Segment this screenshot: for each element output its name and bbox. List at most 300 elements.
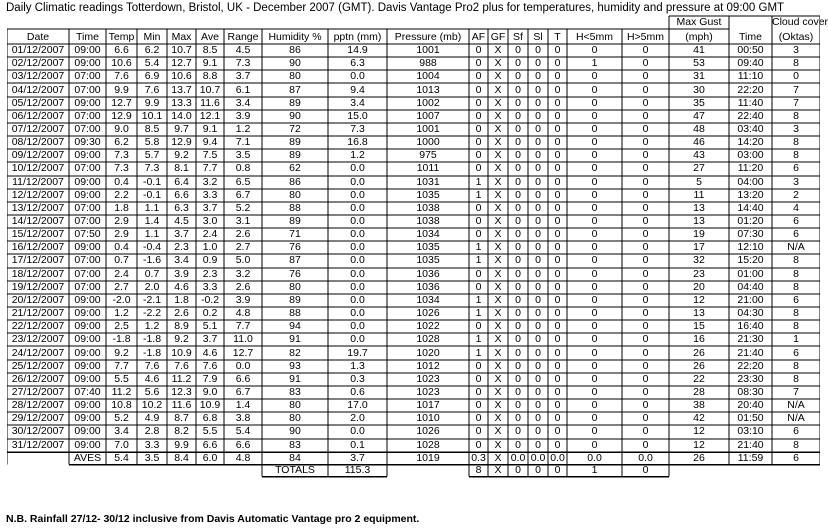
table-cell: 0.0 (350, 241, 365, 254)
table-cell: 14.0 (171, 109, 192, 122)
table-cell: 1028 (416, 438, 440, 451)
table-cell: 0 (591, 333, 598, 346)
table-cell: -2.2 (142, 307, 162, 320)
totals-cell: 8 (475, 464, 482, 477)
table-cell: 12.7 (232, 346, 254, 359)
table-cell: 89 (289, 136, 301, 149)
table-cell: 0 (515, 359, 521, 372)
table-cell: 83 (289, 438, 301, 451)
table-cell: 17 (693, 241, 705, 254)
table-cell: 12.9 (111, 109, 132, 122)
table-cell: 01:00 (737, 267, 764, 280)
table-cell: 10.9 (171, 346, 192, 359)
table-cell: 0 (591, 215, 598, 228)
table-cell: 12.3 (171, 385, 192, 398)
table-cell: 0 (535, 122, 541, 135)
table-cell: 0 (515, 201, 521, 214)
table-cell: 21/12/2007 (11, 307, 65, 320)
table-cell: 1.0 (202, 241, 218, 254)
table-cell: 6.8 (202, 412, 218, 425)
aves-cell: 84 (289, 451, 301, 464)
table-cell: 0 (642, 109, 649, 122)
table-cell: 01/12/2007 (11, 44, 65, 57)
table-cell: 0 (642, 201, 649, 214)
table-cell: 22:40 (737, 109, 764, 122)
table-cell: 0 (642, 333, 649, 346)
table-cell: 0 (535, 372, 541, 385)
table-cell: 4.6 (174, 280, 189, 293)
table-cell: 2 (793, 188, 799, 201)
table-cell: 11.2 (111, 385, 132, 398)
table-cell: 16.8 (347, 136, 368, 149)
table-cell: 0 (554, 149, 561, 162)
table-cell: 26/12/2007 (11, 372, 65, 385)
table-cell: -1.6 (142, 254, 162, 267)
table-cell: 0 (591, 254, 598, 267)
table-cell: 2.4 (114, 267, 129, 280)
table-cell: 8 (793, 372, 799, 385)
table-cell: 13:20 (737, 188, 764, 201)
table-cell: 22:20 (737, 83, 764, 96)
table-cell: 0 (591, 307, 598, 320)
table-cell: 0.9 (202, 254, 218, 267)
table-cell: 5.5 (202, 425, 218, 438)
table-cell: X (494, 280, 502, 293)
table-cell: 1 (475, 254, 482, 267)
table-cell: 07:50 (74, 228, 101, 241)
table-cell: 0.0 (350, 228, 365, 241)
table-cell: 21:00 (737, 293, 764, 306)
table-cell: 07:00 (74, 201, 101, 214)
table-cell: 0 (475, 438, 482, 451)
table-cell: 0.0 (350, 320, 365, 333)
table-cell: 88 (289, 307, 301, 320)
table-cell: 21:40 (737, 438, 764, 451)
table-cell: 3.3 (202, 280, 218, 293)
table-cell: 1026 (416, 307, 440, 320)
table-cell: 0 (591, 320, 598, 333)
table-cell: 0 (535, 57, 541, 70)
table-cell: 0 (535, 162, 541, 175)
table-cell: 0 (642, 346, 649, 359)
table-cell: 9.9 (144, 96, 160, 109)
table-cell: 0.0 (350, 293, 365, 306)
table-cell: 1007 (416, 109, 440, 122)
table-cell: 0 (475, 83, 482, 96)
table-cell: 0 (554, 254, 561, 267)
header-sl: Sl (533, 31, 543, 43)
table-cell: 0.0 (350, 162, 365, 175)
table-cell: 0 (475, 359, 482, 372)
table-cell: 88 (289, 201, 301, 214)
table-cell: 0 (554, 188, 561, 201)
table-cell: 0 (591, 136, 598, 149)
table-cell: X (494, 385, 502, 398)
table-cell: 32 (693, 254, 705, 267)
table-cell: 1004 (416, 70, 440, 83)
table-cell: 0 (591, 438, 598, 451)
table-cell: -1.8 (112, 333, 131, 346)
table-cell: 3.4 (235, 96, 251, 109)
table-cell: 15/12/2007 (11, 228, 65, 241)
table-cell: 93 (289, 359, 301, 372)
table-cell: 1012 (416, 359, 440, 372)
table-cell: 0 (535, 201, 541, 214)
table-cell: 07:00 (74, 254, 101, 267)
aves-cell: 3.5 (144, 451, 160, 464)
table-cell: 1022 (416, 320, 440, 333)
table-cell: 0 (515, 136, 521, 149)
totals-label: TOTALS (275, 464, 315, 477)
table-cell: 0 (554, 201, 561, 214)
table-cell: 0 (554, 412, 561, 425)
table-cell: 0 (535, 149, 541, 162)
aves-cell: 1019 (416, 451, 440, 464)
aves-cell: 0.0 (510, 451, 526, 464)
table-cell: 09:00 (74, 438, 101, 451)
table-cell: 0 (642, 293, 649, 306)
table-cell: 8 (793, 307, 799, 320)
table-cell: 0 (515, 83, 521, 96)
header-cloud: Cloud cover (772, 16, 828, 28)
table-cell: 0.1 (350, 438, 365, 451)
table-cell: 19/12/2007 (11, 280, 65, 293)
table-cell: 80 (289, 399, 301, 412)
table-cell: 83 (289, 385, 301, 398)
table-cell: 6 (793, 346, 799, 359)
table-cell: 23 (693, 267, 705, 280)
table-cell: 7.1 (235, 136, 251, 149)
table-cell: 20 (693, 280, 705, 293)
table-cell: 09:00 (74, 149, 101, 162)
table-cell: 0 (515, 399, 521, 412)
table-cell: 8.2 (174, 425, 189, 438)
table-cell: 1 (793, 333, 799, 346)
table-cell: 8 (793, 254, 799, 267)
table-cell: 12 (693, 425, 705, 438)
table-cell: 0 (535, 293, 541, 306)
table-cell: 01:20 (737, 215, 764, 228)
table-cell: 4.5 (174, 215, 189, 228)
table-cell: 0 (642, 70, 649, 83)
table-cell: 07:00 (74, 215, 101, 228)
table-cell: 0 (554, 346, 561, 359)
table-cell: 12.7 (171, 57, 192, 70)
table-cell: 7.3 (114, 162, 129, 175)
table-cell: 1038 (416, 215, 440, 228)
table-cell: 11:10 (737, 70, 764, 83)
table-cell: X (494, 96, 502, 109)
table-cell: 90 (289, 57, 301, 70)
totals-cell: 1 (591, 464, 598, 477)
table-cell: 0 (554, 293, 561, 306)
header-date: Date (26, 31, 50, 43)
table-cell: 10.2 (141, 399, 163, 412)
table-cell: 0 (475, 228, 482, 241)
table-cell: 00:50 (737, 44, 764, 57)
table-cell: 09:00 (74, 359, 101, 372)
table-cell: 0 (554, 241, 561, 254)
table-cell: 0 (642, 241, 649, 254)
table-cell: 7.9 (202, 372, 218, 385)
table-cell: 21:40 (737, 346, 764, 359)
aves-cell: 5.4 (114, 451, 129, 464)
table-cell: 0 (642, 149, 649, 162)
table-cell: 09:00 (74, 57, 101, 70)
table-cell: X (494, 307, 502, 320)
table-cell: 87 (289, 254, 301, 267)
aves-cell: AVES (73, 451, 102, 464)
aves-cell: 6 (793, 451, 799, 464)
table-cell: 0.4 (114, 241, 129, 254)
table-cell: 09:00 (74, 425, 101, 438)
table-cell: 0 (515, 267, 521, 280)
table-cell: 10.1 (141, 109, 163, 122)
table-cell: 0 (591, 122, 598, 135)
table-cell: 01:50 (737, 412, 764, 425)
table-cell: 11/12/2007 (12, 175, 64, 188)
table-cell: X (494, 254, 502, 267)
table-cell: 89 (289, 96, 301, 109)
table-cell: 6.6 (114, 44, 129, 57)
table-cell: 0 (535, 96, 541, 109)
table-cell: 0 (554, 399, 561, 412)
table-cell: 9.9 (174, 438, 189, 451)
table-cell: 0 (475, 96, 482, 109)
table-cell: 07:00 (74, 280, 101, 293)
table-cell: 7 (793, 385, 799, 398)
table-cell: 6.6 (235, 438, 251, 451)
table-cell: 0 (642, 122, 649, 135)
table-cell: 20:40 (737, 399, 764, 412)
table-cell: 2.6 (235, 280, 251, 293)
header-oktas: (Oktas) (778, 31, 814, 43)
table-cell: 4.9 (144, 412, 160, 425)
table-cell: 0.0 (350, 201, 365, 214)
table-cell: 12:10 (737, 241, 764, 254)
table-cell: 9.2 (114, 346, 129, 359)
table-cell: 15 (693, 320, 705, 333)
table-cell: X (494, 70, 502, 83)
table-cell: 04/12/2007 (11, 83, 65, 96)
table-cell: 0 (535, 438, 541, 451)
table-cell: 0 (475, 320, 482, 333)
table-cell: 2.3 (202, 267, 218, 280)
table-cell: 7.6 (202, 359, 218, 372)
table-cell: 0 (535, 399, 541, 412)
table-cell: -0.1 (142, 175, 162, 188)
aves-cell: 3.7 (350, 451, 365, 464)
table-cell: 0.0 (350, 425, 365, 438)
table-cell: 0.7 (144, 267, 160, 280)
table-cell: 7 (793, 96, 799, 109)
table-cell: X (494, 83, 502, 96)
table-cell: 10.6 (111, 57, 132, 70)
table-cell: 8 (793, 438, 799, 451)
table-cell: 1.2 (350, 149, 365, 162)
table-cell: 16:40 (737, 320, 764, 333)
table-cell: 9.9 (114, 83, 129, 96)
table-cell: 0 (591, 201, 598, 214)
table-cell: 0.0 (350, 333, 365, 346)
table-cell: 09:00 (74, 96, 101, 109)
table-cell: 8 (793, 57, 799, 70)
table-cell: 13/12/2007 (11, 201, 65, 214)
table-cell: 11 (693, 188, 705, 201)
table-cell: 0 (515, 149, 521, 162)
table-cell: 19.7 (347, 346, 368, 359)
table-cell: 0 (642, 188, 649, 201)
table-cell: 5.8 (144, 136, 160, 149)
table-cell: 0 (515, 346, 521, 359)
table-cell: 24/12/2007 (11, 346, 65, 359)
table-cell: 1001 (416, 122, 440, 135)
table-cell: 09:00 (74, 188, 101, 201)
table-cell: X (494, 359, 502, 372)
table-cell: X (494, 215, 502, 228)
table-cell: 0 (642, 175, 649, 188)
table-cell: 6.3 (350, 57, 365, 70)
header-ave: Ave (201, 31, 219, 43)
table-cell: 9.0 (114, 122, 129, 135)
table-cell: 0 (535, 70, 541, 83)
table-cell: 9.1 (202, 57, 218, 70)
table-cell: 91 (289, 372, 301, 385)
table-cell: 0 (554, 228, 561, 241)
header-time: Time (76, 31, 99, 43)
table-cell: 0 (515, 372, 521, 385)
table-cell: 0 (535, 228, 541, 241)
table-cell: 1001 (416, 44, 440, 57)
table-cell: 07:00 (74, 109, 101, 122)
table-cell: 2.4 (202, 228, 218, 241)
table-cell: 0 (515, 228, 521, 241)
table-cell: 3.8 (235, 412, 251, 425)
table-cell: 3.2 (235, 267, 251, 280)
table-cell: 0 (535, 307, 541, 320)
table-cell: 0 (554, 96, 561, 109)
table-cell: 7.6 (144, 359, 160, 372)
table-cell: 2.5 (114, 320, 129, 333)
table-cell: 0 (554, 70, 561, 83)
table-cell: 1.4 (144, 215, 160, 228)
table-cell: 1.8 (174, 293, 189, 306)
table-cell: 8 (793, 320, 799, 333)
totals-cell: 0 (554, 464, 561, 477)
table-cell: 22:20 (737, 359, 764, 372)
table-cell: 0 (554, 267, 561, 280)
table-cell: 10.6 (171, 70, 192, 83)
table-cell: 0 (554, 280, 561, 293)
table-cell: 09:00 (74, 333, 101, 346)
table-cell: 1 (475, 241, 482, 254)
table-cell: 80 (289, 280, 301, 293)
table-cell: 4 (793, 201, 799, 214)
aves-cell: 8.4 (174, 451, 189, 464)
table-cell: 1 (475, 346, 482, 359)
table-cell: 0 (515, 57, 521, 70)
header-min: Min (143, 31, 161, 43)
table-cell: 07:00 (74, 83, 101, 96)
table-cell: X (494, 201, 502, 214)
table-cell: 16 (693, 333, 705, 346)
table-cell: 6.2 (144, 44, 160, 57)
table-cell: 0 (515, 70, 521, 83)
table-cell: 10/12/2007 (11, 162, 65, 175)
table-cell: 25/12/2007 (11, 359, 65, 372)
table-cell: 03:10 (737, 425, 764, 438)
table-cell: 86 (289, 175, 301, 188)
table-cell: 2.7 (114, 280, 129, 293)
table-cell: 6 (793, 293, 799, 306)
table-cell: 0.0 (350, 280, 365, 293)
table-cell: N/A (787, 399, 805, 412)
table-cell: 8 (793, 109, 799, 122)
table-cell: -0.2 (200, 293, 220, 306)
table-cell: 1.2 (114, 307, 129, 320)
table-cell: -0.4 (142, 241, 162, 254)
table-cell: 1011 (416, 162, 440, 175)
table-cell: 2.8 (144, 425, 160, 438)
table-cell: 0 (554, 385, 561, 398)
table-cell: 0 (591, 425, 598, 438)
header-range: Range (227, 31, 259, 43)
table-cell: 9.4 (350, 83, 365, 96)
table-cell: 0 (475, 57, 482, 70)
table-cell: 0 (554, 175, 561, 188)
table-cell: 6.7 (235, 385, 251, 398)
table-cell: 05/12/2007 (11, 96, 65, 109)
table-cell: 76 (289, 267, 301, 280)
table-cell: 0.8 (235, 162, 251, 175)
totals-cell: 0 (642, 464, 649, 477)
table-cell: 1 (475, 175, 482, 188)
table-cell: 0 (591, 412, 598, 425)
table-cell: 4.5 (235, 44, 251, 57)
table-cell: -2.0 (112, 293, 131, 306)
table-cell: 09:00 (74, 320, 101, 333)
table-cell: 09:00 (74, 175, 101, 188)
table-cell: 0 (535, 320, 541, 333)
table-cell: 0 (515, 333, 521, 346)
table-cell: 1036 (416, 280, 440, 293)
table-cell: X (494, 320, 502, 333)
table-cell: 0 (475, 215, 482, 228)
table-cell: 8 (793, 149, 799, 162)
table-cell: 0 (515, 438, 521, 451)
table-cell: 6 (793, 215, 799, 228)
table-cell: -1.8 (142, 346, 162, 359)
header-gusttime: Time (739, 31, 762, 43)
table-cell: 0 (475, 425, 482, 438)
table-cell: 11.0 (233, 333, 253, 346)
table-cell: 8.5 (202, 44, 218, 57)
table-cell: 0 (591, 149, 598, 162)
table-cell: X (494, 425, 502, 438)
table-cell: 0 (642, 359, 649, 372)
table-cell: 2.6 (174, 307, 189, 320)
table-cell: 0 (475, 70, 482, 83)
climate-table (7, 0, 828, 529)
table-cell: 0 (591, 44, 598, 57)
table-cell: 0 (591, 372, 598, 385)
table-cell: 6.6 (174, 188, 189, 201)
table-cell: 0 (642, 438, 649, 451)
totals-cell: 115.3 (344, 464, 371, 477)
table-cell: 7.6 (144, 83, 160, 96)
table-cell: 7.3 (350, 122, 365, 135)
table-cell: 6 (793, 425, 799, 438)
